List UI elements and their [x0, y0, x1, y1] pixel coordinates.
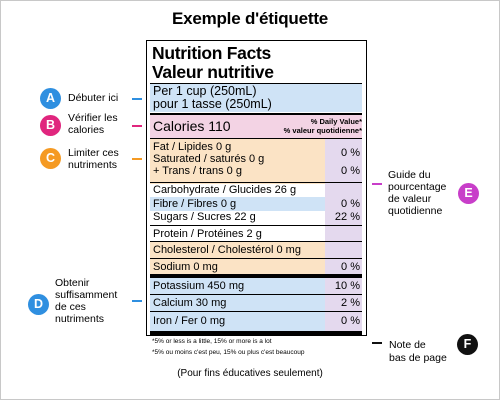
callout-d-text-4: nutriments — [55, 313, 105, 325]
nutrition-label — [146, 40, 367, 356]
callout-b-text-1: Vérifier les — [68, 112, 118, 124]
divider — [150, 241, 362, 242]
callout-f-pointer — [372, 342, 382, 344]
callout-d-text-2: suffisamment — [55, 289, 118, 301]
callout-e-pointer — [372, 183, 382, 185]
callout-e-text-2: pourcentage — [388, 181, 447, 193]
sodium-pct: 0 % — [341, 261, 360, 273]
figure-title: Exemple d'étiquette — [171, 9, 329, 28]
sugars-pct: 22 % — [334, 211, 360, 223]
calcium-row: Calcium 30 mg — [153, 297, 227, 309]
callout-b-pointer — [132, 125, 142, 127]
iron-pct: 0 % — [341, 315, 360, 327]
callout-a-badge: A — [40, 88, 61, 109]
callout-e-text-1: Guide du — [388, 169, 431, 181]
callout-d-text-3: de ces — [55, 301, 86, 313]
callout-d-pointer — [132, 300, 142, 302]
sugars-row: Sugars / Sucres 22 g — [153, 211, 256, 223]
divider — [150, 138, 362, 139]
callout-f-badge: F — [457, 334, 478, 355]
callout-a-pointer — [132, 98, 142, 100]
daily-value-heading-fr: % valeur quotidienne* — [283, 126, 362, 135]
callout-e-badge: E — [458, 183, 479, 204]
trans-row: + Trans / trans 0 g — [153, 165, 242, 177]
fibre-row: Fibre / Fibres 0 g — [153, 198, 237, 210]
sodium-row: Sodium 0 mg — [153, 261, 218, 273]
serving-size-en: Per 1 cup (250mL) — [153, 84, 257, 98]
callout-c-text-1: Limiter ces — [68, 147, 119, 159]
fat-row: Fat / Lipides 0 g — [153, 141, 232, 153]
divider — [150, 311, 362, 312]
calcium-pct: 2 % — [341, 297, 360, 309]
saturated-trans-pct: 0 % — [341, 165, 360, 177]
divider — [150, 225, 362, 226]
callout-d-badge: D — [28, 294, 49, 315]
callout-e-text-3: de valeur — [388, 193, 432, 205]
divider — [150, 331, 362, 335]
fibre-pct: 0 % — [341, 198, 360, 210]
callout-a-text: Débuter ici — [68, 92, 119, 104]
callout-b-text-2: calories — [68, 124, 105, 136]
carbohydrate-row: Carbohydrate / Glucides 26 g — [153, 184, 297, 196]
serving-size-fr: pour 1 tasse (250mL) — [153, 97, 272, 111]
protein-row: Protein / Protéines 2 g — [153, 228, 262, 240]
callout-b-badge: B — [40, 115, 61, 136]
iron-row: Iron / Fer 0 mg — [153, 315, 226, 327]
footnote-en: *5% or less is a little, 15% or more is a lot — [152, 338, 272, 345]
callout-c-pointer — [132, 158, 142, 160]
callout-e-text-4: quotidienne — [388, 205, 443, 217]
divider — [150, 182, 362, 183]
callout-f-text-2: bas de page — [389, 352, 447, 364]
callout-d-text-1: Obtenir — [55, 277, 90, 289]
saturated-row: Saturated / saturés 0 g — [153, 153, 265, 165]
daily-value-heading-en: % Daily Value* — [310, 117, 362, 126]
educational-use-note: (Pour fins éducatives seulement) — [177, 368, 323, 379]
fat-pct: 0 % — [341, 147, 360, 159]
potassium-row: Potassium 450 mg — [153, 280, 245, 292]
cholesterol-row: Cholesterol / Cholestérol 0 mg — [153, 244, 301, 256]
label-title-en: Nutrition Facts — [152, 43, 271, 63]
label-title-fr: Valeur nutritive — [152, 62, 274, 82]
divider — [150, 294, 362, 295]
potassium-pct: 10 % — [334, 280, 360, 292]
calories: Calories 110 — [153, 118, 231, 134]
divider — [150, 258, 362, 259]
footnote-fr: *5% ou moins c'est peu, 15% ou plus c'est beaucoup — [152, 349, 305, 356]
divider — [150, 274, 362, 278]
callout-c-text-2: nutriments — [68, 159, 118, 171]
divider — [150, 113, 362, 115]
callout-c-badge: C — [40, 148, 61, 169]
callout-f-text-1: Note de — [389, 339, 426, 351]
